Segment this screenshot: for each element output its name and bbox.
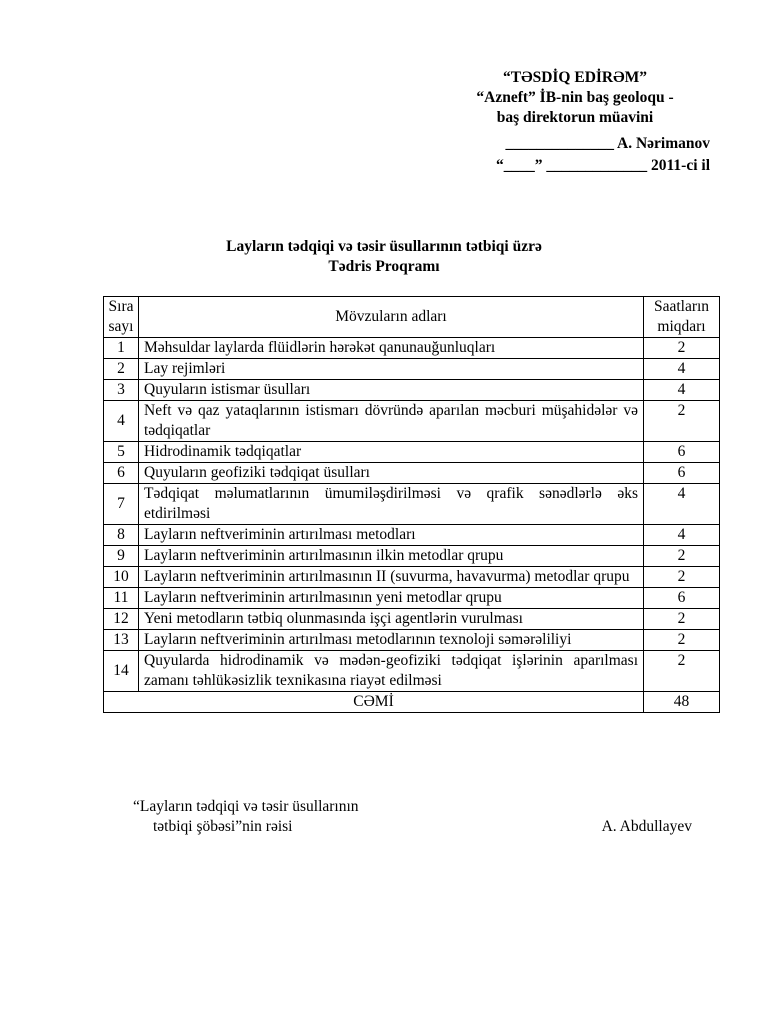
row-topic-cell: Quyuların istismar üsulları — [139, 380, 644, 401]
row-number-cell: 7 — [104, 484, 139, 525]
table-row — [104, 525, 720, 546]
table-row — [104, 401, 720, 442]
table-row — [104, 380, 720, 401]
header-num-line2: sayı — [108, 318, 134, 335]
approval-block — [440, 68, 710, 176]
row-hours-cell: 4 — [644, 359, 720, 380]
footer-department — [133, 797, 359, 837]
approval-date-line: “____” _____________ 2011-ci il — [496, 157, 710, 174]
row-number-cell: 4 — [104, 401, 139, 442]
row-topic-cell: Tədqiqat məlumatlarının ümumiləşdirilməsi və qrafik sənədlərlə əks etdirilməsi — [139, 484, 644, 525]
header-hours-cell — [644, 297, 720, 338]
table-row — [104, 567, 720, 588]
header-topic-cell: Mövzuların adları — [139, 297, 644, 338]
table-row — [104, 651, 720, 692]
table-total-row — [104, 692, 720, 713]
footer-department-line2: tətbiqi şöbəsi”nin rəisi — [153, 818, 293, 835]
row-topic-cell: Quyuların geofiziki tədqiqat üsulları — [139, 463, 644, 484]
row-topic-cell: Layların neftveriminin artırılmasının yeni metodlar qrupu — [139, 588, 644, 609]
row-number-cell: 14 — [104, 651, 139, 692]
row-number-cell: 5 — [104, 442, 139, 463]
table-row — [104, 609, 720, 630]
approval-position-line1: “Azneft” İB-nin baş geoloqu - — [476, 89, 674, 106]
row-topic-cell: Layların neftveriminin artırılması metodlarının texnoloji səmərəliliyi — [139, 630, 644, 651]
row-topic-cell: Lay rejimləri — [139, 359, 644, 380]
row-hours-cell: 4 — [644, 380, 720, 401]
total-label-cell: CƏMİ — [104, 692, 644, 713]
row-topic-cell: Neft və qaz yataqlarının istismarı dövründə aparılan məcburi müşahidələr və tədqiqatlar — [139, 401, 644, 442]
row-topic-cell: Layların neftveriminin artırılmasının II (suvurma, havavurma) metodlar qrupu — [139, 567, 644, 588]
document-title — [0, 237, 768, 277]
footer-signatory: A. Abdullayev — [601, 818, 692, 835]
row-topic-cell: Layların neftveriminin artırılması metodları — [139, 525, 644, 546]
row-number-cell: 2 — [104, 359, 139, 380]
table-row — [104, 484, 720, 525]
row-number-cell: 1 — [104, 338, 139, 359]
row-number-cell: 3 — [104, 380, 139, 401]
row-hours-cell: 4 — [644, 525, 720, 546]
table-header-row — [104, 297, 720, 338]
row-hours-cell: 2 — [644, 401, 720, 442]
approval-signature-line: ______________ A. Nərimanov — [505, 135, 710, 152]
table-row — [104, 359, 720, 380]
row-number-cell: 9 — [104, 546, 139, 567]
row-hours-cell: 2 — [644, 630, 720, 651]
table-row — [104, 442, 720, 463]
approval-position-line2: baş direktorun müavini — [496, 109, 654, 126]
approval-heading: “TƏSDİQ EDİRƏM” — [503, 69, 647, 86]
table-row — [104, 588, 720, 609]
row-topic-cell: Hidrodinamik tədqiqatlar — [139, 442, 644, 463]
row-number-cell: 13 — [104, 630, 139, 651]
table-row — [104, 338, 720, 359]
row-hours-cell: 4 — [644, 484, 720, 525]
row-hours-cell: 6 — [644, 463, 720, 484]
row-hours-cell: 2 — [644, 651, 720, 692]
row-number-cell: 8 — [104, 525, 139, 546]
header-hours-line1: Saatların — [653, 298, 710, 315]
row-topic-cell: Layların neftveriminin artırılmasının ilkin metodlar qrupu — [139, 546, 644, 567]
row-topic-cell: Məhsuldar laylarda flüidlərin hərəkət qanunauğunluqları — [139, 338, 644, 359]
row-hours-cell: 6 — [644, 442, 720, 463]
row-hours-cell: 2 — [644, 609, 720, 630]
document-title-line2: Tədris Proqramı — [328, 258, 440, 275]
document-title-line1: Layların tədqiqi və təsir üsullarının tətbiqi üzrə — [226, 238, 542, 255]
row-topic-cell: Yeni metodların tətbiq olunmasında işçi agentlərin vurulması — [139, 609, 644, 630]
row-hours-cell: 2 — [644, 338, 720, 359]
row-hours-cell: 6 — [644, 588, 720, 609]
table-row — [104, 630, 720, 651]
row-number-cell: 12 — [104, 609, 139, 630]
header-num-line1: Sıra — [108, 298, 134, 315]
footer-department-line1: “Layların tədqiqi və təsir üsullarının — [133, 798, 359, 815]
row-number-cell: 10 — [104, 567, 139, 588]
header-num-cell — [104, 297, 139, 338]
row-hours-cell: 2 — [644, 546, 720, 567]
row-number-cell: 6 — [104, 463, 139, 484]
row-topic-cell: Quyularda hidrodinamik və mədən-geofiziki tədqiqat işlərinin aparılması zamanı təhlükəsizlik texnikasına riayət edilməsi — [139, 651, 644, 692]
total-hours-cell: 48 — [644, 692, 720, 713]
row-number-cell: 11 — [104, 588, 139, 609]
header-hours-line2: miqdarı — [657, 318, 706, 335]
program-table — [103, 296, 720, 713]
table-row — [104, 463, 720, 484]
row-hours-cell: 2 — [644, 567, 720, 588]
table-row — [104, 546, 720, 567]
